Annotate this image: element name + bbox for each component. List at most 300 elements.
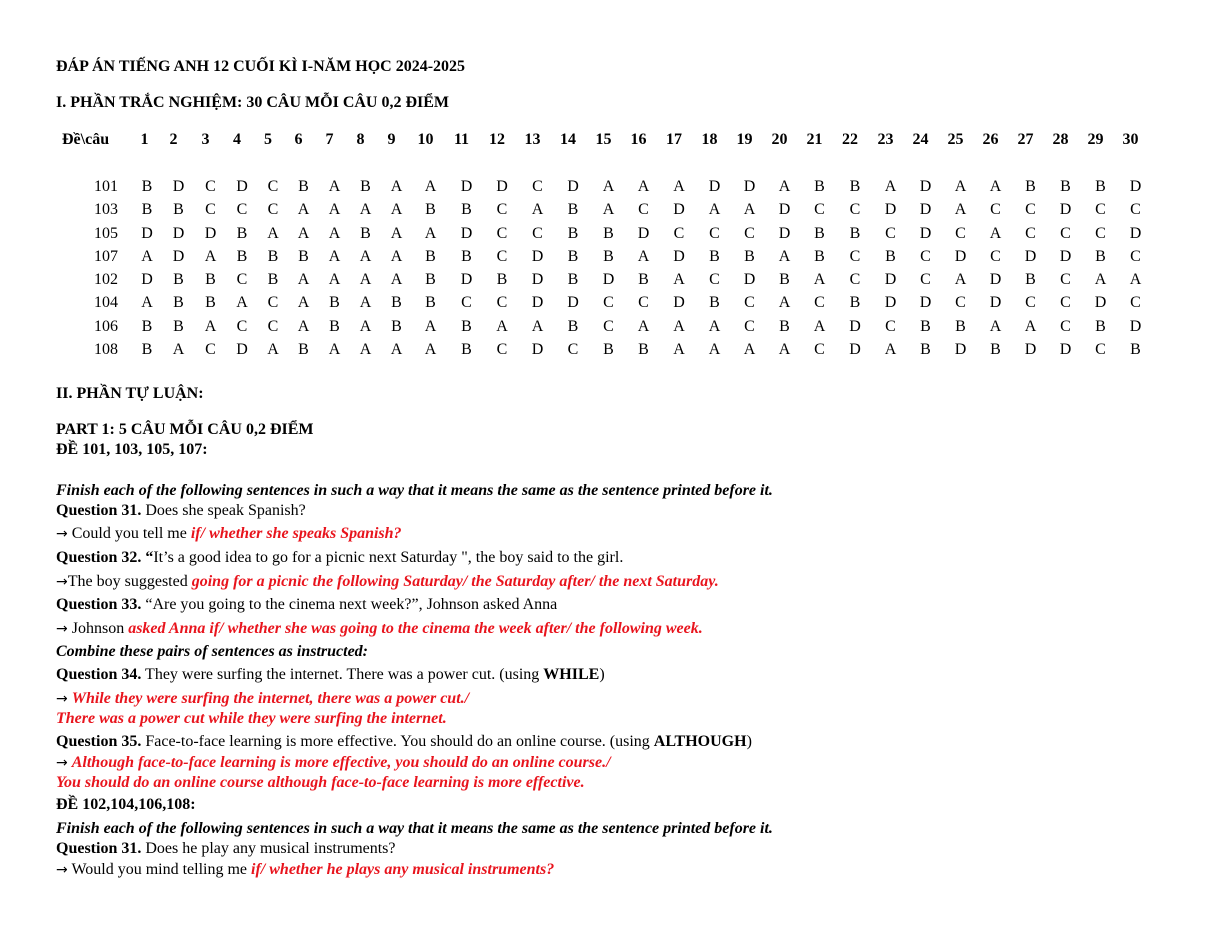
answer-cell: A [390, 271, 403, 289]
answer-cell: C [709, 271, 720, 289]
answer-cell: D [236, 178, 248, 195]
answer-cell: A [297, 271, 310, 289]
question-text: “Are you going to the cinema next week?”, Johnson asked Anna [141, 596, 558, 613]
answer-cell: D [884, 201, 897, 219]
answer-cell: A [778, 178, 791, 195]
answer-cell: B [141, 201, 153, 219]
corner-label: Đề\câu [62, 131, 110, 148]
answer-cell: C [814, 201, 825, 219]
answer-cell: A [328, 247, 341, 265]
answer-cell: A [708, 341, 721, 359]
question-text: Face-to-face learning is more effective. You should do an online course. (using [141, 733, 654, 750]
answer-cell: B [461, 201, 472, 219]
answer-32 [56, 572, 719, 592]
answer-cell: B [461, 341, 472, 359]
exam-code: 105 [94, 224, 118, 242]
column-header: 24 [912, 131, 929, 148]
answer-text: if/ whether she speaks Spanish? [190, 525, 402, 542]
answer-cell: D [778, 224, 791, 242]
answer-cell: D [919, 178, 932, 195]
answer-cell: B [744, 247, 755, 265]
column-header: 28 [1052, 131, 1069, 148]
answer-cell: C [849, 201, 861, 219]
answer-33 [56, 619, 703, 639]
answer-cell: C [885, 224, 896, 242]
answer-cell: A [813, 317, 826, 335]
answer-cell: B [1025, 271, 1036, 289]
table-row [94, 222, 1153, 245]
answer-cell: B [638, 341, 649, 359]
answer-cell: C [236, 317, 248, 335]
answer-cell: B [990, 341, 1001, 359]
answer-cell: C [1025, 201, 1036, 219]
answer-cell: A [297, 201, 310, 219]
answer-cell: C [638, 294, 649, 312]
question-31b [56, 839, 396, 859]
column-header: 21 [806, 131, 823, 148]
answer-cell: C [1130, 201, 1141, 219]
answer-cell: A [359, 271, 372, 289]
answer-cell: A [424, 224, 437, 242]
answer-cell: D [919, 201, 932, 219]
answer-cell: D [1059, 341, 1072, 359]
answer-cell: C [603, 317, 614, 335]
answer-cell: B [360, 178, 371, 195]
keyword: WHILE [543, 666, 600, 683]
answer-cell: B [1025, 178, 1036, 195]
answer-cell: B [1060, 178, 1071, 195]
answer-cell: C [849, 247, 861, 265]
answer-cell: A [204, 247, 217, 265]
answer-cell: A [1129, 271, 1142, 289]
answer-cell: B [173, 317, 184, 335]
answer-cell: D [1059, 247, 1072, 265]
answer-cell: B [173, 201, 184, 219]
answer-cell: C [567, 341, 579, 359]
answer-cell: A [531, 317, 544, 335]
column-header: 3 [201, 131, 210, 148]
instruction-1: Finish each of the following sentences in such a way that it means the same as the sentence printed before it. [56, 482, 773, 499]
column-header: 16 [630, 131, 647, 148]
exam-code: 108 [94, 341, 118, 359]
answer-cell: C [955, 294, 966, 312]
answer-cell: C [990, 201, 1001, 219]
answer-cell: A [989, 178, 1002, 195]
answer-cell: B [885, 247, 896, 265]
column-header: 13 [524, 131, 541, 148]
answer-cell: B [329, 317, 340, 335]
answer-cell: B [920, 341, 931, 359]
answer-cell: B [496, 271, 508, 289]
answer-cell: D [1129, 178, 1142, 195]
column-header: 22 [842, 131, 858, 148]
answer-cell: A [602, 201, 615, 219]
answer-cell: C [1095, 201, 1106, 219]
column-header: 20 [771, 131, 788, 148]
answer-cell: D [1129, 317, 1142, 335]
answer-cell: B [709, 294, 720, 312]
answer-cell: D [141, 224, 153, 242]
answer-cell: B [360, 224, 371, 242]
answer-cell: C [849, 271, 861, 289]
column-header: 12 [489, 131, 505, 148]
answer-cell: B [1095, 317, 1106, 335]
answer-lead: Would you mind telling me [67, 861, 252, 878]
group2-title: ĐỀ 102,104,106,108: [56, 796, 196, 813]
answer-text: if/ whether he plays any musical instruments? [251, 861, 555, 878]
answer-cell: A [708, 317, 721, 335]
answer-cell: C [1025, 294, 1036, 312]
table-row [94, 291, 1153, 314]
answer-cell: C [814, 294, 825, 312]
answer-cell: A [954, 271, 967, 289]
answer-cell: D [673, 201, 685, 219]
answer-cell: A [359, 341, 372, 359]
column-header: 6 [294, 131, 303, 148]
answer-cell: D [1094, 294, 1107, 312]
answer-cell: C [955, 224, 966, 242]
column-header: 5 [264, 131, 272, 148]
question-label: Question 31. [56, 502, 142, 519]
answer-cell: B [779, 271, 790, 289]
answer-text: While they were surfing the internet, there was a power cut./ [71, 690, 470, 707]
answer-lead: Could you tell me [67, 525, 191, 542]
answer-cell: A [267, 224, 279, 242]
answer-cell: D [884, 271, 897, 289]
column-header: 23 [877, 131, 894, 148]
answer-cell: B [849, 178, 861, 195]
column-header: 17 [666, 131, 682, 148]
answer-cell: A [1024, 317, 1037, 335]
answer-cell: C [1060, 294, 1071, 312]
answer-cell: C [920, 247, 931, 265]
arrow-right-icon: → [56, 526, 68, 542]
answer-cell: A [390, 341, 403, 359]
answer-cell: A [673, 341, 685, 359]
exam-code: 106 [94, 317, 118, 335]
answer-cell: C [1025, 224, 1036, 242]
answer-cell: B [1130, 341, 1141, 359]
answer-cell: B [567, 201, 579, 219]
table-row [94, 175, 1153, 198]
paren-close: ) [599, 666, 605, 683]
answer-cell: B [298, 247, 309, 265]
arrow-right-icon: → [56, 621, 68, 637]
answer-cell: A [778, 341, 791, 359]
answer-cell: A [297, 294, 310, 312]
answer-cell: B [205, 294, 216, 312]
part1-title: PART 1: 5 CÂU MỖI CÂU 0,2 ĐIỂM [56, 421, 314, 438]
answer-cell: D [531, 341, 544, 359]
answer-text: asked Anna if/ whether she was going to the cinema the week after/ the following week. [128, 620, 703, 637]
arrow-right-icon: → [56, 574, 68, 590]
answer-cell: B [425, 271, 436, 289]
answer-cell: B [1095, 247, 1106, 265]
question-label: Question 33. [56, 596, 142, 613]
answer-cell: D [637, 224, 650, 242]
answer-cell: A [989, 317, 1002, 335]
column-header: 18 [701, 131, 718, 148]
answer-cell: C [496, 201, 508, 219]
answer-cell: B [298, 178, 309, 195]
answer-cell: D [141, 271, 153, 289]
answer-cell: A [328, 341, 341, 359]
answer-cell: B [849, 294, 861, 312]
arrow-right-icon: → [56, 862, 68, 878]
answer-cell: A [328, 178, 341, 195]
answer-cell: A [359, 201, 372, 219]
answer-cell: B [236, 247, 248, 265]
answer-cell: A [267, 341, 279, 359]
answer-cell: B [567, 317, 579, 335]
answer-cell: D [172, 247, 185, 265]
answer-cell: C [236, 201, 248, 219]
answer-table-header [62, 130, 1148, 150]
paren-close: ) [746, 733, 752, 750]
answer-cell: D [460, 224, 473, 242]
arrow-right-icon: → [56, 691, 68, 707]
column-header: 30 [1122, 131, 1139, 148]
answer-cell: B [603, 224, 614, 242]
answer-cell: B [603, 247, 614, 265]
document-title: ĐÁP ÁN TIẾNG ANH 12 CUỐI KÌ I-NĂM HỌC 2024-2025 [56, 58, 466, 75]
answer-cell: C [673, 224, 685, 242]
answer-cell: B [425, 247, 436, 265]
column-header: 9 [387, 131, 396, 148]
section1-title: I. PHẦN TRẮC NGHIỆM: 30 CÂU MỖI CÂU 0,2 ĐIỂM [56, 94, 450, 111]
answer-cell: A [989, 224, 1002, 242]
answer-text: going for a picnic the following Saturday/ the Saturday after/ the next Saturday. [191, 573, 719, 590]
answer-cell: B [425, 294, 436, 312]
table-row [94, 338, 1153, 361]
answer-cell: D [567, 178, 579, 195]
column-header: 8 [356, 131, 365, 148]
answer-cell: D [989, 271, 1002, 289]
question-text: Does he play any musical instruments? [141, 840, 396, 857]
answer-cell: D [919, 224, 932, 242]
answer-34a [56, 689, 469, 709]
exam-code: 102 [94, 271, 118, 289]
answer-cell: C [267, 201, 279, 219]
column-header: 1 [140, 131, 149, 148]
answer-cell: A [328, 224, 341, 242]
answer-cell: B [849, 224, 861, 242]
answer-cell: B [461, 317, 472, 335]
answer-cell: B [814, 178, 825, 195]
answer-cell: B [461, 247, 472, 265]
answer-cell: A [778, 247, 791, 265]
answer-cell: C [1095, 224, 1106, 242]
instruction-3: Finish each of the following sentences in such a way that it means the same as the sentence printed before it. [56, 820, 773, 837]
answer-31b [56, 860, 554, 880]
table-row [94, 245, 1153, 268]
answer-cell: A [236, 294, 248, 312]
answer-cell: B [141, 341, 153, 359]
answer-cell: A [297, 317, 310, 335]
answer-cell: C [1095, 341, 1106, 359]
answer-cell: B [709, 247, 720, 265]
answer-cell: C [990, 247, 1001, 265]
question-32 [56, 548, 623, 568]
answer-cell: B [267, 271, 279, 289]
question-35 [56, 732, 752, 752]
column-header: 26 [982, 131, 999, 148]
answer-cell: A [531, 201, 544, 219]
answer-cell: A [424, 317, 437, 335]
answer-cell: A [637, 178, 650, 195]
answer-cell: A [204, 317, 217, 335]
answer-cell: B [236, 224, 248, 242]
answer-cell: A [297, 224, 310, 242]
answer-cell: C [205, 178, 216, 195]
answer-cell: C [1060, 224, 1071, 242]
answer-cell: A [673, 317, 685, 335]
answer-cell: C [920, 271, 931, 289]
answer-cell: D [460, 271, 473, 289]
answer-cell: D [884, 294, 897, 312]
exam-code: 107 [94, 247, 118, 265]
answer-cell: D [531, 294, 544, 312]
answer-35a [56, 753, 611, 773]
answer-cell: C [744, 317, 755, 335]
answer-cell: A [813, 271, 826, 289]
column-header: 25 [947, 131, 964, 148]
section2-title: II. PHẦN TỰ LUẬN: [56, 385, 204, 402]
answer-cell: D [567, 294, 579, 312]
answer-cell: B [298, 341, 309, 359]
answer-cell: D [954, 341, 967, 359]
answer-cell: C [1130, 247, 1141, 265]
arrow-right-icon: → [56, 755, 68, 771]
answer-cell: A [884, 341, 897, 359]
answer-cell: B [173, 271, 184, 289]
answer-cell: D [172, 178, 185, 195]
answer-cell: D [1129, 224, 1142, 242]
group1-title: ĐỀ 101, 103, 105, 107: [56, 441, 208, 458]
answer-cell: A [884, 178, 897, 195]
column-header: 4 [233, 131, 241, 148]
answer-cell: D [531, 271, 544, 289]
question-34 [56, 665, 605, 685]
answer-cell: C [638, 201, 649, 219]
answer-cell: C [814, 341, 825, 359]
answer-cell: A [673, 271, 685, 289]
answer-cell: A [743, 201, 756, 219]
answer-cell: C [267, 317, 279, 335]
answer-cell: A [637, 247, 650, 265]
answer-cell: A [390, 224, 403, 242]
exam-code: 103 [94, 201, 118, 219]
answer-cell: A [1094, 271, 1107, 289]
question-33 [56, 595, 557, 615]
answer-cell: D [602, 271, 615, 289]
answer-cell: C [532, 178, 543, 195]
answer-cell: D [460, 178, 473, 195]
answer-cell: C [744, 224, 755, 242]
question-label: Question 32. “ [56, 549, 154, 566]
answer-cell: C [885, 317, 896, 335]
answer-cell: B [1095, 178, 1106, 195]
answer-cell: C [461, 294, 472, 312]
answer-31 [56, 524, 402, 544]
answer-cell: B [141, 317, 153, 335]
answer-cell: C [267, 294, 279, 312]
answer-cell: D [1024, 341, 1037, 359]
answer-cell: D [1024, 247, 1037, 265]
column-header: 27 [1017, 131, 1034, 148]
question-label: Question 35. [56, 733, 142, 750]
answer-cell: A [424, 341, 437, 359]
instruction-2: Combine these pairs of sentences as instructed: [56, 643, 369, 660]
answer-cell: B [638, 271, 649, 289]
answer-cell: B [425, 201, 436, 219]
answer-cell: A [954, 178, 967, 195]
answer-cell: D [673, 294, 685, 312]
answer-cell: A [141, 294, 153, 312]
answer-cell: B [567, 224, 579, 242]
answer-cell: D [919, 294, 932, 312]
answer-cell: D [743, 271, 756, 289]
column-header: 29 [1087, 131, 1104, 148]
answer-cell: B [814, 224, 825, 242]
answer-cell: C [205, 341, 216, 359]
table-row [94, 198, 1153, 221]
answer-cell: D [849, 317, 861, 335]
answer-cell: A [141, 247, 153, 265]
column-header: 7 [325, 131, 334, 148]
answer-text: Although face-to-face learning is more effective, you should do an online course./ [71, 754, 611, 771]
answer-cell: B [391, 317, 402, 335]
answer-cell: C [603, 294, 614, 312]
answer-cell: B [141, 178, 153, 195]
answer-cell: B [603, 341, 614, 359]
column-header: 10 [417, 131, 434, 148]
answer-cell: D [204, 224, 217, 242]
answer-cell: D [236, 341, 248, 359]
answer-cell: C [205, 201, 216, 219]
answer-text: There was a power cut while they were surfing the internet. [56, 710, 447, 727]
answer-cell: C [496, 341, 508, 359]
answer-cell: C [532, 224, 543, 242]
answer-cell: B [567, 247, 579, 265]
question-text: They were surfing the internet. There was a power cut. (using [141, 666, 544, 683]
answer-cell: D [989, 294, 1002, 312]
column-header: 14 [560, 131, 576, 148]
question-label: Question 34. [56, 666, 142, 683]
answer-cell: C [236, 271, 248, 289]
answer-cell: D [496, 178, 508, 195]
answer-cell: B [205, 271, 216, 289]
answer-table [94, 175, 1153, 361]
answer-cell: A [390, 201, 403, 219]
answer-cell: B [329, 294, 340, 312]
answer-lead: Johnson [67, 620, 129, 637]
answer-cell: C [1060, 317, 1071, 335]
answer-cell: D [954, 247, 967, 265]
answer-cell: D [778, 201, 791, 219]
answer-cell: A [602, 178, 615, 195]
answer-cell: D [708, 178, 721, 195]
answer-cell: D [1059, 201, 1072, 219]
answer-cell: C [496, 294, 508, 312]
answer-cell: B [955, 317, 966, 335]
answer-cell: C [267, 178, 279, 195]
answer-cell: B [173, 294, 184, 312]
answer-35b [56, 773, 585, 793]
table-row [94, 315, 1153, 338]
question-31 [56, 501, 306, 521]
answer-cell: A [390, 247, 403, 265]
